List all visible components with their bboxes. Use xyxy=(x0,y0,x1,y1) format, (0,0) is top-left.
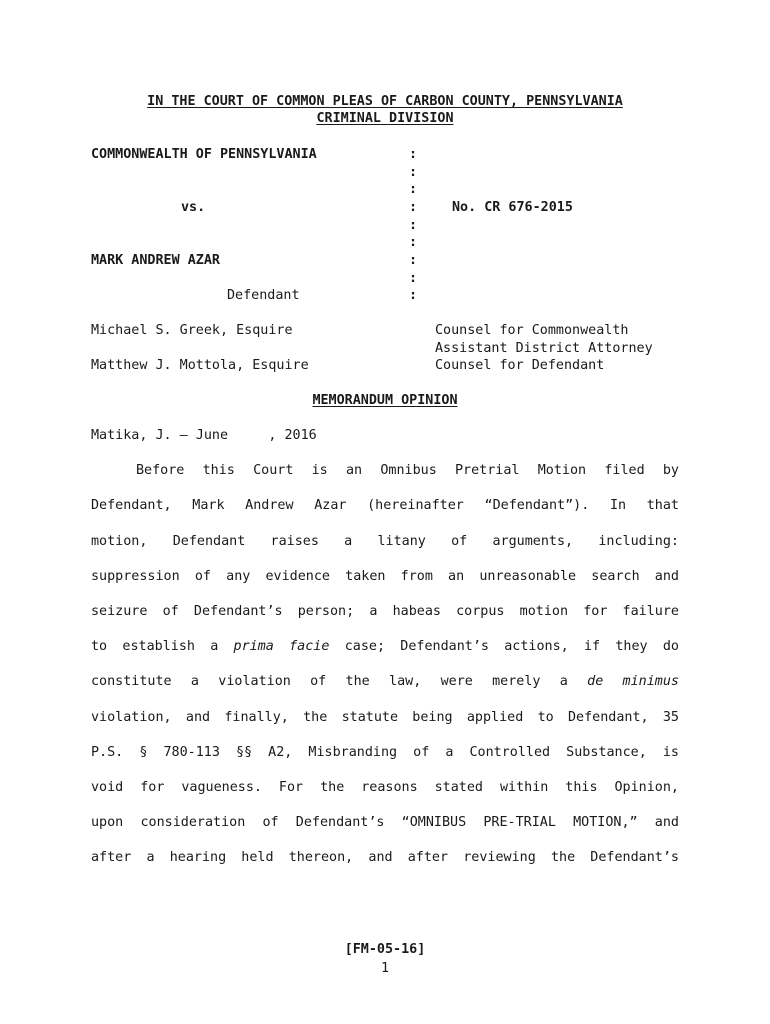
opinion-title: MEMORANDUM OPINION xyxy=(312,393,458,408)
plaintiff-name: COMMONWEALTH OF PENNSYLVANIA xyxy=(91,147,317,162)
body-line: violation, and finally, the statute being applied to Defendant, 35 xyxy=(91,710,679,725)
body-line: void for vagueness. For the reasons stated within this Opinion, xyxy=(91,780,679,795)
body-line: Before this Court is an Omnibus Pretrial Motion filed by xyxy=(136,463,679,478)
body-line: Defendant, Mark Andrew Azar (hereinafter “Defendant”). In that xyxy=(91,498,679,513)
versus-label: vs. xyxy=(181,200,206,215)
body-line: P.S. § 780-113 §§ A2, Misbranding of a Controlled Substance, is xyxy=(91,745,679,760)
latin-term: prima facie xyxy=(233,639,330,654)
counsel-role-line2: Assistant District Attorney xyxy=(435,341,653,356)
body-line: after a hearing held thereon, and after reviewing the Defendant’s xyxy=(91,850,679,865)
counsel-name: Michael S. Greek, Esquire xyxy=(91,323,293,338)
defendant-role: Defendant xyxy=(227,288,300,303)
page-number: 1 xyxy=(380,961,390,976)
division-heading: CRIMINAL DIVISION xyxy=(316,111,454,126)
body-line: motion, Defendant raises a litany of arguments, including: xyxy=(91,534,679,549)
defendant-name: MARK ANDREW AZAR xyxy=(91,253,220,268)
case-number: No. CR 676-2015 xyxy=(452,200,573,215)
body-text: case; Defendant’s actions, if they do xyxy=(344,639,679,654)
counsel-role: Counsel for Defendant xyxy=(435,358,605,373)
colon: : xyxy=(409,165,418,180)
body-line: seizure of Defendant’s person; a habeas corpus motion for failure xyxy=(91,604,679,619)
latin-term: de minimus xyxy=(587,674,679,689)
colon: : xyxy=(409,288,418,303)
colon: : xyxy=(409,235,418,250)
body-line: upon consideration of Defendant’s “OMNIBUS PRE-TRIAL MOTION,” and xyxy=(91,815,679,830)
dateline: Matika, J. – June , 2016 xyxy=(91,428,317,443)
colon: : xyxy=(409,218,418,233)
body-line xyxy=(91,640,679,653)
colon: : xyxy=(409,253,418,268)
colon: : xyxy=(409,200,418,215)
body-text: constitute a violation of the law, were merely a xyxy=(91,674,568,689)
counsel-role: Counsel for Commonwealth xyxy=(435,323,629,338)
court-heading: IN THE COURT OF COMMON PLEAS OF CARBON COUNTY, PENNSYLVANIA xyxy=(147,94,623,109)
body-line xyxy=(91,675,679,688)
colon: : xyxy=(409,271,418,286)
colon: : xyxy=(409,147,418,162)
body-text: to establish a xyxy=(91,639,219,654)
body-line: suppression of any evidence taken from an unreasonable search and xyxy=(91,569,679,584)
counsel-name: Matthew J. Mottola, Esquire xyxy=(91,358,309,373)
footer-code: [FM-05-16] xyxy=(344,942,426,957)
colon: : xyxy=(409,182,418,197)
